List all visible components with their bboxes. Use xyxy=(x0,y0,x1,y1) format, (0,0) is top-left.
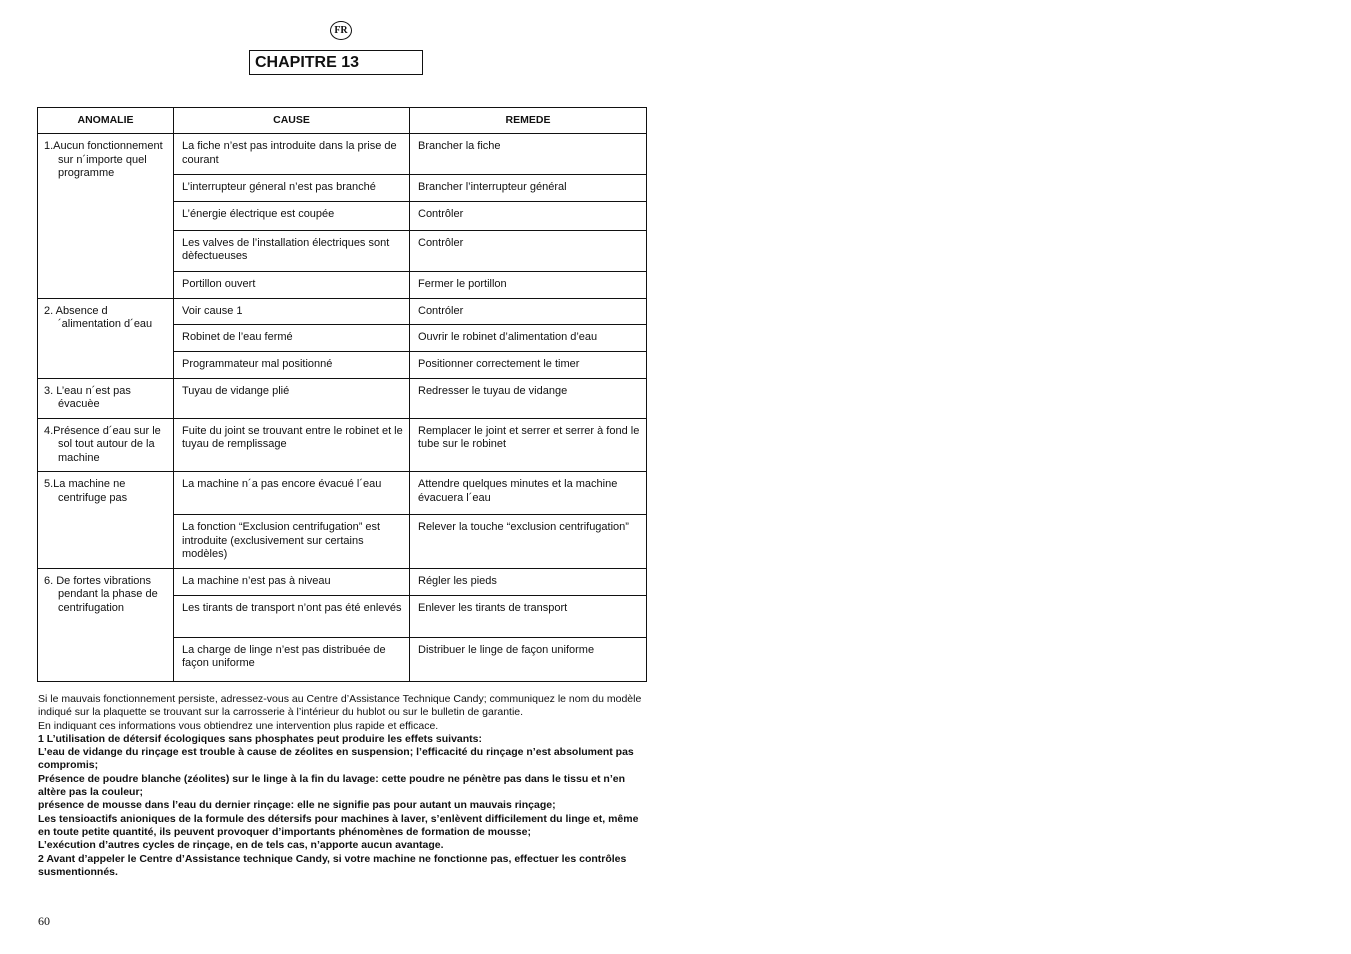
note-paragraph: Si le mauvais fonctionnement persiste, adressez-vous au Centre d’Assistance Technique Candy; communiquez le nom du modèle indiqué sur la plaquette se trouvant sur la carrosserie à l’intérieur du hublot ou sur le bulletin de garantie. xyxy=(38,693,642,719)
cause-cell: Les valves de l’installation électriques sont dèfectueuses xyxy=(174,230,410,271)
remedy-cell: Contróler xyxy=(410,298,647,325)
note-bold: 2 Avant d’appeler le Centre d’Assistance technique Candy, si votre machine ne fonctionne pas, effectuer les contrôles susmentionnés. xyxy=(38,852,627,878)
remedy-cell: Ouvrir le robinet d’alimentation d’eau xyxy=(410,325,647,352)
remedy-cell: Brancher l’interrupteur général xyxy=(410,175,647,202)
notes-section xyxy=(38,693,648,879)
note-bold: L’exécution d’autres cycles de rinçage, en de tels cas, n’apporte aucun avantage. xyxy=(38,839,444,852)
remedy-cell: Redresser le tuyau de vidange xyxy=(410,378,647,418)
cause-cell: Fuite du joint se trouvant entre le robinet et le tuyau de remplissage xyxy=(174,418,410,472)
cause-cell: Programmateur mal positionné xyxy=(174,351,410,378)
cause-cell: La fonction “Exclusion centrifugation” est introduite (exclusivement sur certains modèles) xyxy=(174,515,410,569)
cause-cell: Tuyau de vidange plié xyxy=(174,378,410,418)
table-row xyxy=(38,378,647,418)
note-bold: 1 L’utilisation de détersif écologiques sans phosphates peut produire les effets suivants: xyxy=(38,732,483,745)
cause-cell: La machine n´a pas encore évacué l´eau xyxy=(174,472,410,515)
note-bold: L’eau de vidange du rinçage est trouble à cause de zéolites en suspension; l’efficacité du rinçage n’est absolument pas compromis; xyxy=(38,746,634,772)
remedy-cell: Régler les pieds xyxy=(410,568,647,595)
table-row xyxy=(38,472,647,515)
cause-cell: La fiche n’est pas introduite dans la prise de courant xyxy=(174,134,410,175)
header-remede: REMEDE xyxy=(410,108,647,134)
table-row xyxy=(38,134,647,175)
cause-cell: Robinet de l’eau fermé xyxy=(174,325,410,352)
cause-cell: La machine n’est pas à niveau xyxy=(174,568,410,595)
table-header-row xyxy=(38,108,647,134)
cause-cell: L’énergie électrique est coupée xyxy=(174,201,410,230)
anomaly-text: 6. De fortes vibrations pendant la phase de centrifugation xyxy=(44,574,158,614)
remedy-cell: Remplacer le joint et serrer et serrer à fond le tube sur le robinet xyxy=(410,418,647,472)
note-bold: Les tensioactifs anioniques de la formule des détersifs pour machines à laver, s’enlèvent difficilement du linge et, même en toute petite quantité, ils peuvent provoquer d’importants phénomènes de formation de mousse; xyxy=(38,812,639,838)
cause-cell: Portillon ouvert xyxy=(174,271,410,298)
note-bold: présence de mousse dans l’eau du dernier rinçage: elle ne signifie pas pour autant un mauvais rinçage; xyxy=(38,799,556,812)
troubleshooting-table xyxy=(37,107,647,682)
language-badge: FR xyxy=(330,21,352,40)
table-row xyxy=(38,298,647,325)
cause-cell: La charge de linge n’est pas distribuée de façon uniforme xyxy=(174,637,410,681)
anomaly-cell xyxy=(38,134,174,299)
chapter-title: CHAPITRE 13 xyxy=(249,50,423,75)
remedy-cell: Brancher la fiche xyxy=(410,134,647,175)
anomaly-text: 5.La machine ne centrifuge pas xyxy=(44,478,128,504)
cause-cell: Les tirants de transport n’ont pas été enlevés xyxy=(174,595,410,637)
anomaly-text: 1.Aucun fonctionnement sur n´importe quel programme xyxy=(44,140,163,179)
table-row xyxy=(38,568,647,595)
table-row xyxy=(38,418,647,472)
anomaly-cell xyxy=(38,378,174,418)
anomaly-text: 3. L’eau n´est pas évacuèe xyxy=(44,384,131,410)
cause-cell: L’interrupteur géneral n’est pas branché xyxy=(174,175,410,202)
anomaly-cell xyxy=(38,418,174,472)
remedy-cell: Contrôler xyxy=(410,201,647,230)
remedy-cell: Distribuer le linge de façon uniforme xyxy=(410,637,647,681)
remedy-cell: Fermer le portillon xyxy=(410,271,647,298)
cause-cell: Voir cause 1 xyxy=(174,298,410,325)
remedy-cell: Enlever les tirants de transport xyxy=(410,595,647,637)
anomaly-text: 2. Absence d´alimentation d´eau xyxy=(44,304,153,330)
page-number: 60 xyxy=(38,914,50,928)
header-anomalie: ANOMALIE xyxy=(38,108,174,134)
note-bold: Présence de poudre blanche (zéolites) sur le linge à la fin du lavage: cette poudre ne pénètre pas dans le tissu et n’en altère pas la couleur; xyxy=(38,772,625,799)
note-paragraph: En indiquant ces informations vous obtiendrez une intervention plus rapide et efficace. xyxy=(38,719,439,732)
remedy-cell: Positionner correctement le timer xyxy=(410,351,647,378)
header-cause: CAUSE xyxy=(174,108,410,134)
anomaly-cell xyxy=(38,568,174,681)
anomaly-cell xyxy=(38,472,174,569)
anomaly-cell xyxy=(38,298,174,378)
remedy-cell: Relever la touche “exclusion centrifugation” xyxy=(410,515,647,569)
remedy-cell: Contrôler xyxy=(410,230,647,271)
anomaly-text: 4.Présence d´eau sur le sol tout autour de la machine xyxy=(44,424,161,464)
remedy-cell: Attendre quelques minutes et la machine évacuera l´eau xyxy=(410,472,647,515)
